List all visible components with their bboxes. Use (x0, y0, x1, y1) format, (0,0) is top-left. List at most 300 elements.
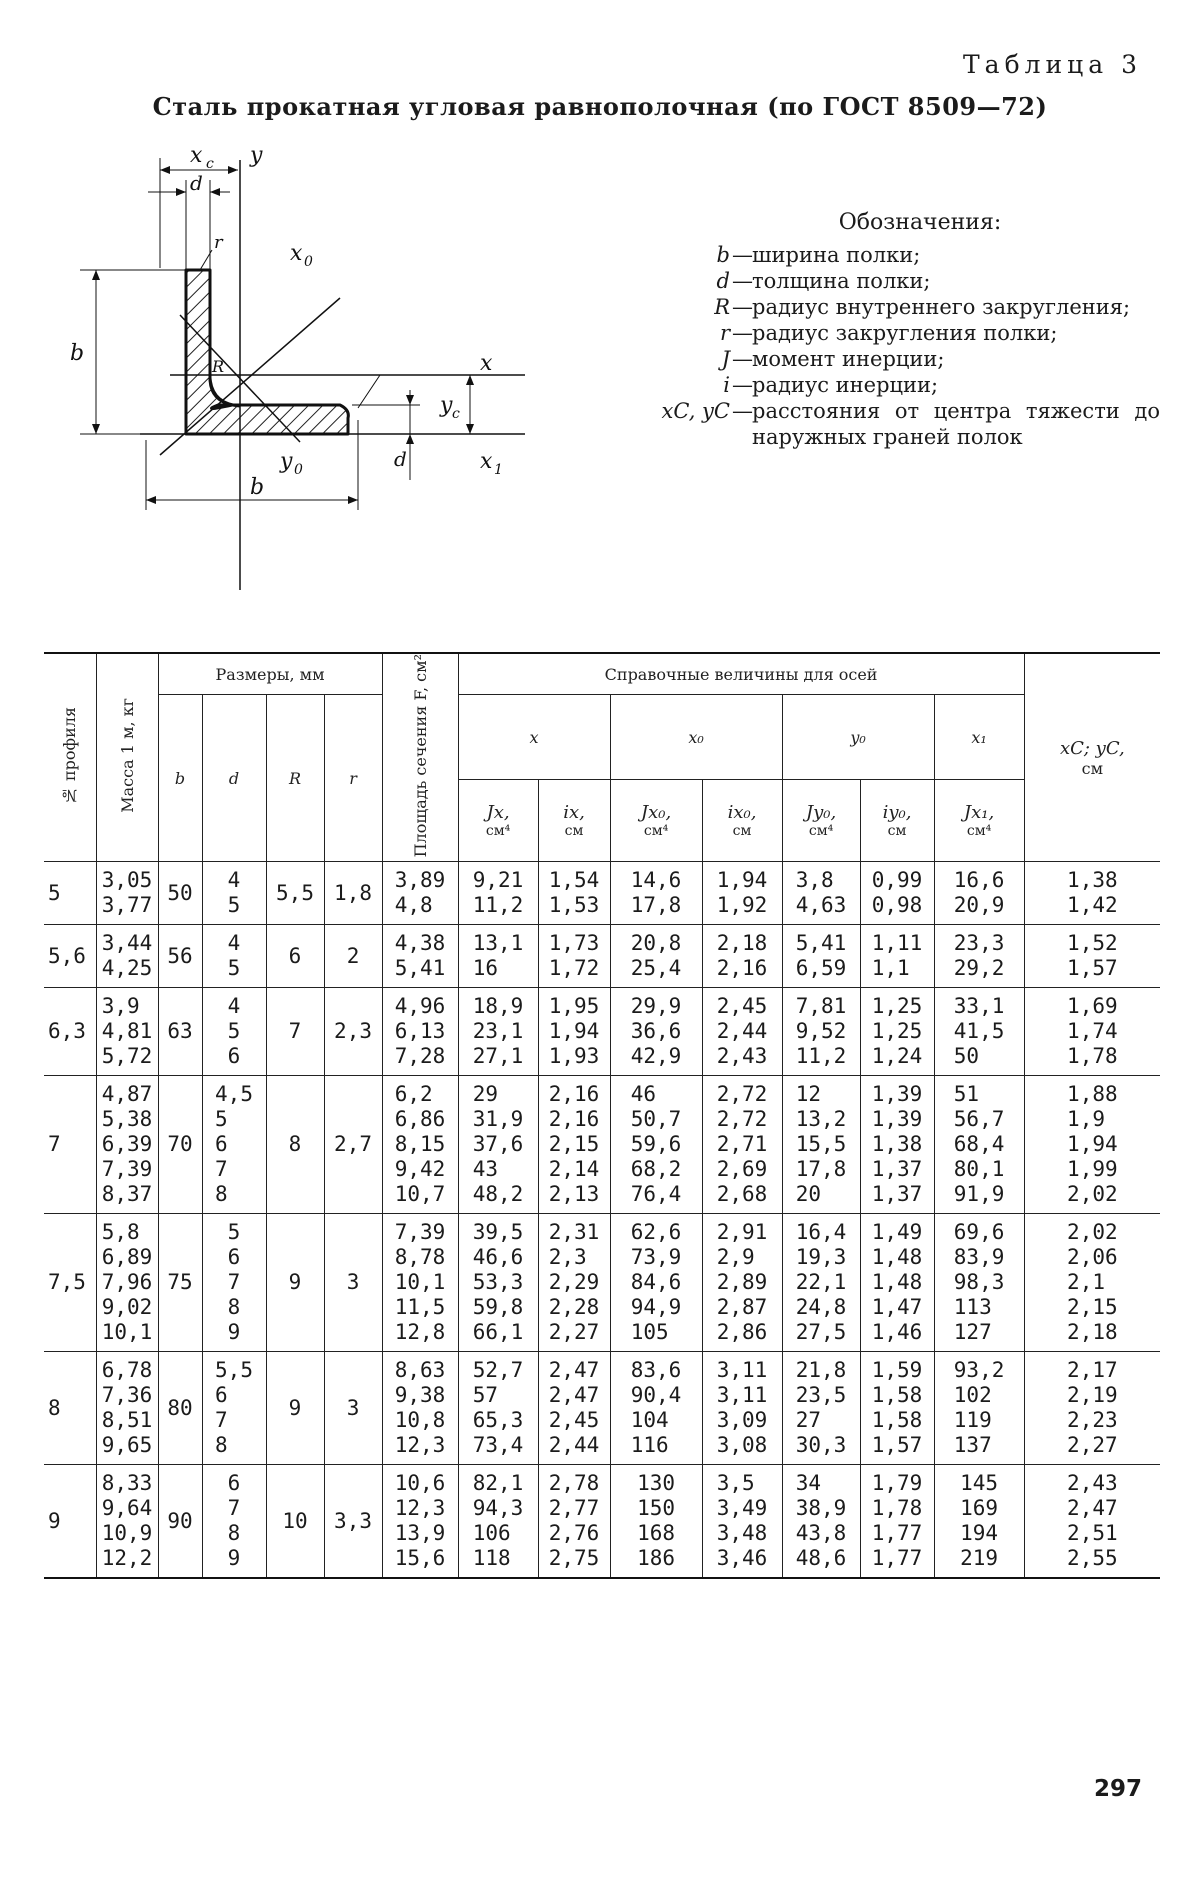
cell-d (202, 988, 266, 1076)
cell-value: 9,38 (394, 1383, 446, 1408)
cell-mass (96, 1465, 158, 1579)
cell-value: 7,36 (101, 1383, 153, 1408)
cell-value: 2,31 (548, 1220, 600, 1245)
cell-value: 20,9 (953, 893, 1005, 918)
legend-symbol: R (714, 295, 730, 319)
cell-value: 2,19 (1067, 1383, 1118, 1408)
cell-r: 3 (324, 1214, 382, 1352)
cell-value: 137 (953, 1433, 992, 1458)
cell-b: 50 (158, 862, 202, 925)
cell-value: 2,47 (548, 1383, 600, 1408)
cell-jx0 (610, 862, 702, 925)
cell-value: 2,43 (716, 1044, 768, 1069)
cell-value: 219 (960, 1546, 999, 1571)
cell-value: 6,59 (795, 956, 847, 981)
cell-value: 93,2 (953, 1358, 1005, 1383)
cell-jy0 (782, 1352, 860, 1465)
cell-value: 3,48 (716, 1521, 768, 1546)
cell-value: 5,72 (101, 1044, 153, 1069)
cell-value: 2,91 (716, 1220, 768, 1245)
cell-value: 1,52 (1067, 931, 1118, 956)
cell-value: 12,3 (394, 1496, 446, 1521)
header-axis-y0: y₀ (782, 695, 934, 780)
cell-value: 2,1 (1067, 1270, 1105, 1295)
cell-value: 15,5 (795, 1132, 847, 1157)
cell-value: 43,8 (795, 1521, 847, 1546)
page-title: Сталь прокатная угловая равнополочная (по ГОСТ 8509—72) (152, 92, 1048, 121)
cell-value: 2,72 (716, 1107, 768, 1132)
cell-value: 3,11 (716, 1358, 768, 1383)
cell-r: 2,3 (324, 988, 382, 1076)
cell-value: 8 (227, 1295, 241, 1320)
cell-jy0 (782, 1465, 860, 1579)
cell-value: 22,1 (795, 1270, 847, 1295)
cell-value: 1,94 (716, 868, 768, 893)
cell-value: 29,9 (630, 994, 682, 1019)
cell-value: 29,2 (953, 956, 1005, 981)
svg-text:0: 0 (294, 462, 303, 478)
cell-profile: 6,3 (44, 988, 96, 1076)
cell-value: 2,16 (548, 1082, 600, 1107)
cell-value: 56,7 (953, 1107, 1005, 1132)
cell-value: 76,4 (630, 1182, 682, 1207)
cell-value: 24,8 (795, 1295, 847, 1320)
svg-text:1: 1 (494, 462, 503, 478)
cell-d (202, 925, 266, 988)
cell-value: 6,78 (101, 1358, 153, 1383)
legend-item (600, 346, 1160, 372)
cell-value: 2,27 (1067, 1433, 1118, 1458)
cell-value: 2,47 (1067, 1496, 1118, 1521)
cell-jx (458, 1214, 538, 1352)
cell-value: 8,33 (101, 1471, 153, 1496)
label-d-right: d (394, 447, 407, 471)
cell-value: 98,3 (953, 1270, 1005, 1295)
angle-section-diagram (40, 150, 600, 630)
cell-b: 63 (158, 988, 202, 1076)
cell-value: 6 (227, 1044, 241, 1069)
cell-value: 8 (215, 1433, 228, 1458)
cell-value: 31,9 (472, 1107, 524, 1132)
cell-value: 1,78 (1067, 1044, 1118, 1069)
legend-item (600, 268, 1160, 294)
cell-value: 9 (227, 1320, 241, 1345)
cell-value: 4,38 (394, 931, 446, 956)
cell-value: 8,37 (101, 1182, 153, 1207)
cell-value: 2,13 (548, 1182, 600, 1207)
cell-value: 68,2 (630, 1157, 682, 1182)
label-x1: x (480, 449, 493, 474)
header-Jx: Jx, см⁴ (458, 780, 538, 862)
cell-value: 3,09 (716, 1408, 768, 1433)
cell-d (202, 1465, 266, 1579)
cell-xc (1024, 862, 1160, 925)
cell-value: 1,42 (1067, 893, 1118, 918)
cell-value: 68,4 (953, 1132, 1005, 1157)
cell-jx0 (610, 988, 702, 1076)
cell-value: 1,72 (548, 956, 600, 981)
cell-value: 1,74 (1067, 1019, 1118, 1044)
cell-value: 5,5 (215, 1358, 253, 1383)
cell-mass (96, 862, 158, 925)
cell-r: 9 (266, 1214, 324, 1352)
cell-value: 11,5 (394, 1295, 446, 1320)
cell-value: 50 (953, 1044, 980, 1069)
cell-r: 5,5 (266, 862, 324, 925)
cell-value: 8 (227, 1521, 241, 1546)
legend-dash: — (732, 399, 753, 423)
cell-value: 6 (215, 1383, 228, 1408)
cell-value: 8,51 (101, 1408, 153, 1433)
cell-value: 6,89 (101, 1245, 153, 1270)
cell-value: 1,59 (871, 1358, 923, 1383)
cell-ix0 (702, 1465, 782, 1579)
cell-value: 0,98 (871, 893, 923, 918)
cell-value: 2,15 (1067, 1295, 1118, 1320)
cell-value: 9 (227, 1546, 241, 1571)
cell-value: 4,25 (101, 956, 153, 981)
cell-value: 5,41 (795, 931, 847, 956)
cell-value: 27 (795, 1408, 822, 1433)
cell-value: 29 (472, 1082, 499, 1107)
cell-value: 16 (472, 956, 499, 981)
header-axis-x1: x₁ (934, 695, 1024, 780)
cell-xc (1024, 1214, 1160, 1352)
cell-jx1 (934, 988, 1024, 1076)
cell-value: 23,5 (795, 1383, 847, 1408)
cell-value: 1,38 (1067, 868, 1118, 893)
cell-value: 83,9 (953, 1245, 1005, 1270)
cell-value: 2,28 (548, 1295, 600, 1320)
cell-value: 119 (953, 1408, 992, 1433)
cell-r: 3 (324, 1352, 382, 1465)
cell-value: 0,99 (871, 868, 923, 893)
legend-symbol: J (721, 347, 730, 371)
cell-r: 2,7 (324, 1076, 382, 1214)
cell-value: 42,9 (630, 1044, 682, 1069)
label-xc: x (190, 150, 203, 168)
cell-jx (458, 925, 538, 988)
cell-value: 186 (637, 1546, 676, 1571)
cell-value: 1,94 (1067, 1132, 1118, 1157)
cell-value: 14,6 (630, 868, 682, 893)
cell-value: 4 (227, 931, 241, 956)
svg-text:0: 0 (304, 254, 313, 270)
cell-value: 5 (227, 1019, 241, 1044)
cell-value: 2,18 (716, 931, 768, 956)
cell-value: 1,39 (871, 1082, 923, 1107)
cell-value: 12,8 (394, 1320, 446, 1345)
legend (600, 210, 1160, 450)
cell-mass (96, 1214, 158, 1352)
cell-xc (1024, 988, 1160, 1076)
cell-value: 41,5 (953, 1019, 1005, 1044)
cell-value: 116 (630, 1433, 669, 1458)
cell-value: 13,2 (795, 1107, 847, 1132)
cell-jx (458, 1352, 538, 1465)
cell-value: 6,39 (101, 1132, 153, 1157)
cell-value: 5,38 (101, 1107, 153, 1132)
cell-value: 30,3 (795, 1433, 847, 1458)
cell-value: 3,9 (101, 994, 140, 1019)
cell-value: 1,79 (871, 1471, 923, 1496)
cell-value: 48,6 (795, 1546, 847, 1571)
cell-jx (458, 1076, 538, 1214)
cell-mass (96, 1352, 158, 1465)
legend-dash: — (732, 321, 753, 345)
cell-iy0 (860, 862, 934, 925)
cell-jy0 (782, 862, 860, 925)
cell-jx1 (934, 1465, 1024, 1579)
cell-value: 90,4 (630, 1383, 682, 1408)
cell-value: 2,68 (716, 1182, 768, 1207)
cell-value: 9,42 (394, 1157, 446, 1182)
cell-value: 1,95 (548, 994, 600, 1019)
cell-jx1 (934, 1352, 1024, 1465)
cell-d (202, 1352, 266, 1465)
cell-value: 2,18 (1067, 1320, 1118, 1345)
cell-value: 84,6 (630, 1270, 682, 1295)
cell-d (202, 862, 266, 925)
legend-text: расстояния от центра тяжести до наружных граней полок (752, 399, 1160, 449)
cell-value: 17,8 (795, 1157, 847, 1182)
legend-symbol: b (716, 243, 730, 267)
cell-value: 130 (637, 1471, 676, 1496)
cell-value: 1,38 (871, 1132, 923, 1157)
table-row (44, 1352, 1160, 1465)
label-b-left: b (70, 341, 85, 366)
cell-b: 80 (158, 1352, 202, 1465)
cell-value: 82,1 (472, 1471, 524, 1496)
cell-value: 1,58 (871, 1383, 923, 1408)
cell-value: 3,46 (716, 1546, 768, 1571)
label-r-top: r (214, 232, 223, 253)
cell-f (382, 1076, 458, 1214)
cell-value: 9,21 (472, 868, 524, 893)
cell-jx1 (934, 862, 1024, 925)
cell-value: 4,96 (394, 994, 446, 1019)
cell-f (382, 1465, 458, 1579)
cell-jx0 (610, 1352, 702, 1465)
cell-xc (1024, 1352, 1160, 1465)
legend-title: Обозначения: (838, 210, 1002, 235)
cell-value: 8,63 (394, 1358, 446, 1383)
cell-value: 1,49 (871, 1220, 923, 1245)
angle-profile-shape (186, 270, 348, 434)
cell-value: 106 (472, 1521, 511, 1546)
cell-jx1 (934, 925, 1024, 988)
legend-item (600, 372, 1160, 398)
cell-value: 46,6 (472, 1245, 524, 1270)
cell-value: 1,46 (871, 1320, 923, 1345)
cell-value: 2,47 (548, 1358, 600, 1383)
header-Jy0: Jy₀, см⁴ (782, 780, 860, 862)
cell-value: 5,41 (394, 956, 446, 981)
cell-value: 3,11 (716, 1383, 768, 1408)
cell-value: 2,9 (716, 1245, 755, 1270)
cell-value: 39,5 (472, 1220, 524, 1245)
cell-value: 5 (227, 1220, 241, 1245)
cell-value: 9,64 (101, 1496, 153, 1521)
cell-f (382, 925, 458, 988)
cell-ix0 (702, 1214, 782, 1352)
cell-iy0 (860, 1352, 934, 1465)
legend-item (600, 294, 1160, 320)
cell-value: 1,47 (871, 1295, 923, 1320)
cell-value: 10,9 (101, 1521, 153, 1546)
cell-value: 168 (637, 1521, 676, 1546)
cell-value: 8 (215, 1182, 228, 1207)
steel-angle-table (44, 652, 1160, 1579)
label-x: x (480, 351, 493, 376)
cell-value: 9,52 (795, 1019, 847, 1044)
cell-jx0 (610, 1076, 702, 1214)
cell-value: 2,3 (548, 1245, 587, 1270)
cell-mass (96, 1076, 158, 1214)
cell-value: 1,78 (871, 1496, 923, 1521)
cell-value: 7 (215, 1157, 228, 1182)
cell-value: 1,93 (548, 1044, 600, 1069)
cell-jx1 (934, 1214, 1024, 1352)
cell-jx0 (610, 1465, 702, 1579)
cell-value: 6 (227, 1471, 241, 1496)
cell-value: 2,45 (716, 994, 768, 1019)
cell-value: 33,1 (953, 994, 1005, 1019)
cell-xc (1024, 925, 1160, 988)
cell-value: 6 (227, 1245, 241, 1270)
table-row (44, 862, 1160, 925)
cell-value: 1,57 (871, 1433, 923, 1458)
cell-value: 11,2 (472, 893, 524, 918)
cell-value: 43 (472, 1157, 499, 1182)
cell-d (202, 1214, 266, 1352)
cell-value: 3,77 (101, 893, 153, 918)
cell-value: 12 (795, 1082, 822, 1107)
cell-d (202, 1076, 266, 1214)
cell-b: 75 (158, 1214, 202, 1352)
table-row (44, 1465, 1160, 1579)
svg-text:c: c (452, 406, 460, 422)
cell-value: 10,7 (394, 1182, 446, 1207)
cell-ix0 (702, 1352, 782, 1465)
cell-value: 27,1 (472, 1044, 524, 1069)
cell-mass (96, 988, 158, 1076)
cell-value: 1,48 (871, 1245, 923, 1270)
cell-value: 1,37 (871, 1182, 923, 1207)
cell-value: 105 (630, 1320, 669, 1345)
cell-value: 13,9 (394, 1521, 446, 1546)
cell-jx1 (934, 1076, 1024, 1214)
cell-value: 2,77 (548, 1496, 600, 1521)
cell-value: 5,8 (101, 1220, 140, 1245)
cell-value: 113 (953, 1295, 992, 1320)
cell-value: 69,6 (953, 1220, 1005, 1245)
cell-value: 1,53 (548, 893, 600, 918)
legend-symbol: i (723, 373, 730, 397)
cell-value: 23,1 (472, 1019, 524, 1044)
cell-ix (538, 988, 610, 1076)
cell-value: 1,48 (871, 1270, 923, 1295)
header-axis-x0: x₀ (610, 695, 782, 780)
cell-value: 2,44 (716, 1019, 768, 1044)
cell-value: 2,06 (1067, 1245, 1118, 1270)
cell-profile: 8 (44, 1352, 96, 1465)
cell-ix (538, 925, 610, 988)
cell-value: 2,16 (716, 956, 768, 981)
cell-value: 4,87 (101, 1082, 153, 1107)
table-number: Таблица 3 (962, 50, 1142, 79)
header-axis-x: x (458, 695, 610, 780)
cell-value: 1,54 (548, 868, 600, 893)
cell-ix (538, 1465, 610, 1579)
cell-value: 7,39 (101, 1157, 153, 1182)
cell-value: 6,13 (394, 1019, 446, 1044)
cell-value: 2,15 (548, 1132, 600, 1157)
cell-value: 1,37 (871, 1157, 923, 1182)
cell-value: 11,2 (795, 1044, 847, 1069)
header-Jx0: Jx₀, см⁴ (610, 780, 702, 862)
cell-r: 8 (266, 1076, 324, 1214)
cell-value: 8,78 (394, 1245, 446, 1270)
cell-value: 1,1 (871, 956, 910, 981)
cell-value: 1,73 (548, 931, 600, 956)
cell-value: 5 (227, 893, 241, 918)
table-row (44, 1076, 1160, 1214)
cell-ix0 (702, 925, 782, 988)
legend-dash: — (732, 347, 753, 371)
table-row (44, 1214, 1160, 1352)
cell-jx (458, 1465, 538, 1579)
page-number: 297 (1093, 1776, 1142, 1802)
legend-text: радиус внутреннего закругления; (752, 295, 1131, 319)
cell-value: 104 (630, 1408, 669, 1433)
cell-value: 1,77 (871, 1521, 923, 1546)
cell-value: 10,1 (394, 1270, 446, 1295)
cell-value: 23,3 (953, 931, 1005, 956)
cell-value: 2,75 (548, 1546, 600, 1571)
header-ix0: ix₀, см (702, 780, 782, 862)
cell-value: 16,4 (795, 1220, 847, 1245)
label-y0: y (280, 449, 293, 474)
cell-f (382, 988, 458, 1076)
cell-value: 1,69 (1067, 994, 1118, 1019)
cell-iy0 (860, 925, 934, 988)
cell-value: 17,8 (630, 893, 682, 918)
cell-value: 46 (630, 1082, 657, 1107)
cell-value: 1,24 (871, 1044, 923, 1069)
cell-value: 5 (227, 956, 241, 981)
label-b-bottom: b (250, 475, 265, 500)
cell-value: 2,14 (548, 1157, 600, 1182)
cell-value: 3,5 (716, 1471, 755, 1496)
cell-value: 169 (960, 1496, 999, 1521)
header-profile: № профиля (44, 653, 96, 862)
label-R: R (212, 357, 225, 376)
cell-value: 12,3 (394, 1433, 446, 1458)
cell-ix0 (702, 862, 782, 925)
cell-value: 2,02 (1067, 1182, 1118, 1207)
header-b: b (158, 695, 202, 862)
cell-value: 1,11 (871, 931, 923, 956)
cell-value: 8,15 (394, 1132, 446, 1157)
cell-r: 6 (266, 925, 324, 988)
svg-text:c: c (206, 156, 214, 172)
cell-jy0 (782, 1214, 860, 1352)
cell-profile: 7 (44, 1076, 96, 1214)
cell-value: 3,8 (795, 868, 834, 893)
cell-profile: 5,6 (44, 925, 96, 988)
cell-value: 2,27 (548, 1320, 600, 1345)
